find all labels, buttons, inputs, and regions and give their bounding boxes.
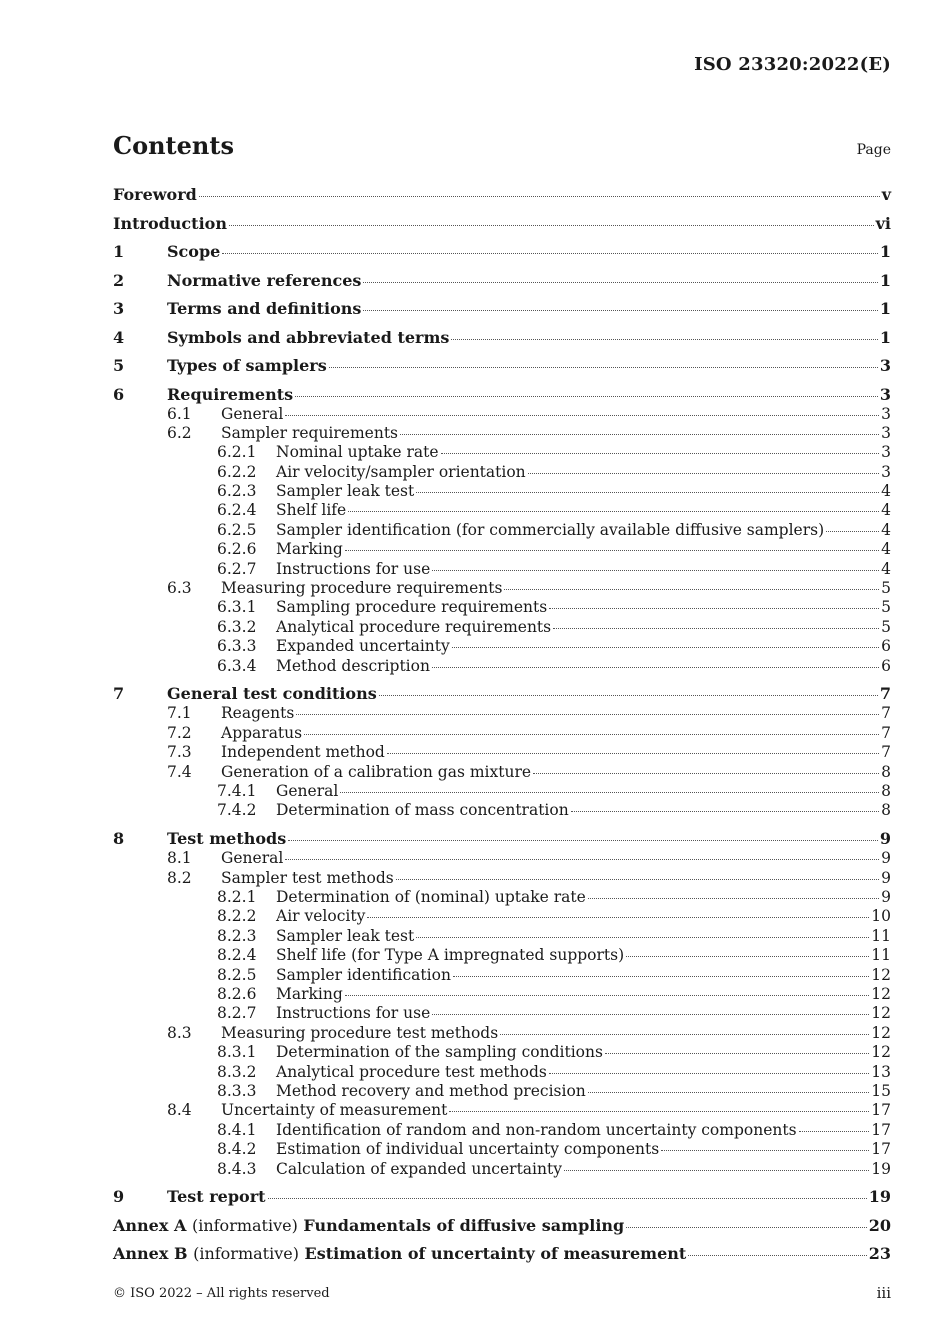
toc-entry-title: Identification of random and non-random uncertainty components xyxy=(276,1120,797,1139)
dot-leader xyxy=(329,367,878,368)
toc-entry-page: 1 xyxy=(879,299,891,318)
toc-entry-page: 4 xyxy=(881,501,891,520)
toc-entry[interactable] xyxy=(113,763,891,782)
dot-leader xyxy=(451,339,877,340)
toc-entry-number: 6.2.5 xyxy=(217,520,257,539)
toc-entry-title: Introduction xyxy=(113,213,227,233)
dot-leader xyxy=(571,811,879,812)
toc-entry-title xyxy=(113,1215,624,1236)
dot-leader xyxy=(549,608,879,609)
toc-entry-number: 6.3.4 xyxy=(217,656,257,675)
toc-entry-number: 1 xyxy=(113,242,125,261)
toc-entry-page: 13 xyxy=(871,1062,891,1081)
toc-entry-page: 11 xyxy=(871,926,891,945)
toc-entry-page: 8 xyxy=(881,782,891,801)
dot-leader xyxy=(588,1092,870,1093)
toc-entry-page: 12 xyxy=(871,965,891,984)
toc-entry[interactable] xyxy=(113,724,891,743)
toc-entry-title: Requirements xyxy=(167,384,294,404)
toc-entry[interactable] xyxy=(113,1063,891,1082)
toc-entry[interactable] xyxy=(113,1140,891,1159)
toc-entry-page: vi xyxy=(875,213,891,233)
toc-entry[interactable] xyxy=(113,384,891,405)
toc-entry-title: Determination of the sampling conditions xyxy=(276,1043,603,1062)
toc-entry[interactable] xyxy=(113,298,891,319)
toc-entry-title: Shelf life xyxy=(276,501,347,520)
toc-entry-title: Expanded uncertainty xyxy=(276,637,450,656)
toc-entry-title: General xyxy=(276,782,339,801)
toc-entry-title xyxy=(113,1243,686,1264)
toc-entry-number: 6.2.6 xyxy=(217,540,257,559)
dot-leader xyxy=(449,1111,869,1112)
dot-leader xyxy=(304,734,879,735)
toc-entry-number: 7.3 xyxy=(167,743,192,762)
dot-leader xyxy=(348,511,879,512)
toc-entry-page: 17 xyxy=(871,1140,891,1159)
toc-entry-title: Analytical procedure test methods xyxy=(276,1062,547,1081)
toc-entry[interactable] xyxy=(113,213,891,234)
toc-entry-page: 20 xyxy=(868,1215,891,1235)
toc-entry-title: Method description xyxy=(276,656,430,675)
toc-entry[interactable] xyxy=(113,355,891,376)
toc-entry-number: 8.2.3 xyxy=(217,926,257,945)
toc-entry[interactable] xyxy=(113,1101,891,1120)
toc-entry-number: 6.3 xyxy=(167,579,192,598)
dot-leader xyxy=(345,995,869,996)
table-of-contents xyxy=(113,184,891,1264)
toc-entry-title: Apparatus xyxy=(221,723,303,742)
toc-entry-page: 1 xyxy=(879,327,891,347)
dot-leader xyxy=(441,453,880,454)
document-id: ISO 23320:2022(E) xyxy=(694,54,891,75)
dot-leader xyxy=(396,879,879,880)
dot-leader xyxy=(222,253,878,254)
dot-leader xyxy=(387,753,879,754)
toc-entry-title: Uncertainty of measurement xyxy=(221,1101,448,1120)
toc-entry[interactable] xyxy=(113,1243,891,1264)
toc-entry-number: 4 xyxy=(113,327,125,347)
toc-entry-page: 7 xyxy=(881,704,891,723)
dot-leader xyxy=(588,898,879,899)
toc-entry[interactable] xyxy=(113,1215,891,1236)
toc-entry[interactable] xyxy=(113,560,891,579)
page-column-label: Page xyxy=(856,142,891,158)
toc-entry-title: Independent method xyxy=(221,743,385,762)
dot-leader xyxy=(340,792,879,793)
toc-entry-number: 8.3 xyxy=(167,1023,192,1042)
dot-leader xyxy=(432,667,879,668)
toc-entry-number: 6.3.2 xyxy=(217,617,257,636)
annex-title: Estimation of uncertainty of measurement xyxy=(304,1244,687,1264)
contents-title: Contents xyxy=(113,131,234,160)
toc-entry-number: 8.2 xyxy=(167,868,192,887)
toc-entry-title: Sampler requirements xyxy=(221,423,399,442)
toc-entry-page: 1 xyxy=(879,270,891,290)
dot-leader xyxy=(416,937,869,938)
dot-leader xyxy=(400,434,879,435)
toc-entry-number: 3 xyxy=(113,299,125,318)
toc-entry[interactable] xyxy=(113,801,891,820)
toc-entry[interactable] xyxy=(113,1082,891,1101)
toc-entry-title: Symbols and abbreviated terms xyxy=(167,327,450,347)
toc-entry[interactable] xyxy=(113,1004,891,1023)
toc-entry[interactable] xyxy=(113,1160,891,1179)
toc-entry[interactable] xyxy=(113,482,891,501)
toc-entry-page: 8 xyxy=(881,762,891,781)
toc-entry-number: 6.1 xyxy=(167,404,192,423)
toc-entry[interactable] xyxy=(113,683,891,704)
toc-entry-number: 6.2.7 xyxy=(217,559,257,578)
toc-entry[interactable] xyxy=(113,927,891,946)
toc-entry-number: 8.4 xyxy=(167,1101,192,1120)
dot-leader xyxy=(379,695,878,696)
toc-entry-title: Air velocity xyxy=(276,907,366,926)
toc-entry-page: 3 xyxy=(881,423,891,442)
dot-leader xyxy=(626,1227,867,1228)
dot-leader xyxy=(688,1255,866,1256)
toc-entry[interactable] xyxy=(113,637,891,656)
toc-entry-page: 3 xyxy=(881,404,891,423)
toc-entry-page: 4 xyxy=(881,540,891,559)
toc-entry-number: 8.2.7 xyxy=(217,1004,257,1023)
toc-entry[interactable] xyxy=(113,828,891,849)
toc-entry-number: 7.4 xyxy=(167,762,192,781)
dot-leader xyxy=(826,531,879,532)
toc-entry-title: Foreword xyxy=(113,185,197,204)
toc-entry[interactable] xyxy=(113,985,891,1004)
toc-entry-number: 7.2 xyxy=(167,723,192,742)
annex-label: Annex A xyxy=(113,1215,187,1235)
toc-entry-title: Method recovery and method precision xyxy=(276,1082,586,1100)
toc-entry-page: 9 xyxy=(881,888,891,907)
dot-leader xyxy=(453,976,869,977)
dot-leader xyxy=(432,570,879,571)
toc-entry-page: 4 xyxy=(881,520,891,539)
toc-entry-page: 19 xyxy=(871,1159,891,1178)
toc-entry-number: 7.4.2 xyxy=(217,801,257,820)
toc-entry-number: 6.2.3 xyxy=(217,482,257,501)
toc-entry-title: Measuring procedure requirements xyxy=(221,579,503,598)
dot-leader xyxy=(199,196,880,197)
toc-entry[interactable] xyxy=(113,704,891,723)
toc-entry-number: 8.4.2 xyxy=(217,1140,257,1159)
toc-entry-title: Nominal uptake rate xyxy=(276,443,439,462)
dot-leader xyxy=(564,1170,869,1171)
toc-entry[interactable] xyxy=(113,1121,891,1140)
dot-leader xyxy=(268,1198,867,1199)
toc-entry[interactable] xyxy=(113,869,891,888)
toc-entry-title: Sampler leak test xyxy=(276,926,415,945)
annex-title: Fundamentals of diffusive sampling xyxy=(303,1215,625,1235)
toc-entry-title: Sampler identification xyxy=(276,965,451,984)
toc-entry-title: Generation of a calibration gas mixture xyxy=(221,762,532,781)
toc-entry-number: 8.4.1 xyxy=(217,1120,257,1139)
toc-entry-page: 9 xyxy=(881,849,891,868)
dot-leader xyxy=(363,282,877,283)
toc-entry-page: 9 xyxy=(881,868,891,887)
toc-entry-number: 6.2.2 xyxy=(217,462,257,481)
dot-leader xyxy=(799,1131,870,1132)
toc-entry-title: Marking xyxy=(276,540,343,559)
toc-entry-number: 6.2.4 xyxy=(217,501,257,520)
toc-entry[interactable] xyxy=(113,657,891,676)
dot-leader xyxy=(500,1034,869,1035)
toc-entry-number: 8.4.3 xyxy=(217,1159,257,1178)
toc-entry-number: 8.2.4 xyxy=(217,946,257,965)
toc-entry-number: 8 xyxy=(113,829,125,849)
toc-entry-title: Types of samplers xyxy=(167,356,327,375)
dot-leader xyxy=(295,396,878,397)
toc-entry[interactable] xyxy=(113,946,891,965)
toc-entry[interactable] xyxy=(113,540,891,559)
toc-entry-page: 5 xyxy=(881,598,891,617)
toc-entry-number: 7.1 xyxy=(167,704,192,723)
toc-entry[interactable] xyxy=(113,1043,891,1062)
toc-entry[interactable] xyxy=(113,888,891,907)
toc-entry-number: 6 xyxy=(113,384,125,404)
dot-leader xyxy=(229,225,874,226)
toc-entry-number: 8.3.3 xyxy=(217,1082,257,1100)
toc-entry-page: 8 xyxy=(881,801,891,820)
toc-entry-title: Analytical procedure requirements xyxy=(276,617,552,636)
toc-entry[interactable] xyxy=(113,405,891,424)
toc-entry[interactable] xyxy=(113,849,891,868)
toc-entry-page: 12 xyxy=(871,985,891,1004)
toc-entry-number: 5 xyxy=(113,356,125,375)
toc-entry-page: 1 xyxy=(879,242,891,261)
toc-entry-title: Determination of mass concentration xyxy=(276,801,569,820)
toc-entry-title: Air velocity/sampler orientation xyxy=(276,462,526,481)
toc-entry[interactable] xyxy=(113,743,891,762)
toc-entry-page: 3 xyxy=(881,462,891,481)
toc-entry-page: 6 xyxy=(881,656,891,675)
toc-entry[interactable] xyxy=(113,424,891,443)
toc-entry-title: Terms and definitions xyxy=(167,299,362,318)
toc-entry-page: 4 xyxy=(881,482,891,501)
dot-leader xyxy=(296,714,879,715)
annex-label: Annex B xyxy=(113,1244,188,1264)
toc-entry-page: 15 xyxy=(871,1082,891,1100)
toc-entry-page: 7 xyxy=(881,743,891,762)
toc-entry-page: 7 xyxy=(881,723,891,742)
toc-entry-page: 3 xyxy=(879,384,891,404)
toc-entry[interactable] xyxy=(113,521,891,540)
dot-leader xyxy=(533,773,879,774)
toc-entry[interactable] xyxy=(113,907,891,926)
toc-entry-number: 8.2.1 xyxy=(217,888,257,907)
toc-entry-number: 8.2.2 xyxy=(217,907,257,926)
toc-entry-number: 7.4.1 xyxy=(217,782,257,801)
dot-leader xyxy=(367,917,869,918)
toc-entry-number: 6.2.1 xyxy=(217,443,257,462)
toc-entry-number: 8.3.1 xyxy=(217,1043,257,1062)
toc-entry-title: Scope xyxy=(167,242,221,261)
toc-entry-title: General test conditions xyxy=(167,684,377,704)
toc-entry-page: 3 xyxy=(881,443,891,462)
dot-leader xyxy=(626,956,869,957)
annex-qualifier: (informative) xyxy=(193,1244,299,1264)
toc-entry-page: 4 xyxy=(881,559,891,578)
toc-entry-title: Marking xyxy=(276,985,343,1004)
dot-leader xyxy=(285,859,879,860)
toc-entry-title: Test methods xyxy=(167,829,287,849)
toc-entry-page: 3 xyxy=(879,356,891,375)
toc-entry-title: Sampler test methods xyxy=(221,868,394,887)
toc-entry[interactable] xyxy=(113,1186,891,1207)
toc-entry[interactable] xyxy=(113,270,891,291)
toc-entry-title: Instructions for use xyxy=(276,1004,431,1023)
dot-leader xyxy=(285,415,879,416)
toc-entry-title: Measuring procedure test methods xyxy=(221,1023,499,1042)
toc-entry-title: Normative references xyxy=(167,270,362,290)
toc-entry-title: Sampling procedure requirements xyxy=(276,598,548,617)
toc-entry[interactable] xyxy=(113,327,891,348)
toc-entry-number: 8.1 xyxy=(167,849,192,868)
toc-entry-number: 8.2.5 xyxy=(217,965,257,984)
toc-entry-number: 8.2.6 xyxy=(217,985,257,1004)
toc-entry[interactable] xyxy=(113,443,891,462)
toc-entry-page: 12 xyxy=(871,1023,891,1042)
toc-entry-number: 7 xyxy=(113,684,125,704)
toc-entry-page: 12 xyxy=(871,1043,891,1062)
dot-leader xyxy=(553,628,879,629)
dot-leader xyxy=(661,1150,869,1151)
annex-qualifier: (informative) xyxy=(191,1215,298,1235)
toc-entry-title: Shelf life (for Type A impregnated supports) xyxy=(276,946,625,965)
toc-entry-number: 8.3.2 xyxy=(217,1062,257,1081)
toc-entry[interactable] xyxy=(113,618,891,637)
toc-entry-page: 12 xyxy=(871,1004,891,1023)
toc-entry-title: General xyxy=(221,404,284,423)
dot-leader xyxy=(345,550,879,551)
toc-entry[interactable] xyxy=(113,579,891,598)
toc-entry-title: Test report xyxy=(167,1187,266,1207)
toc-entry-title: Reagents xyxy=(221,704,295,723)
dot-leader xyxy=(549,1073,869,1074)
dot-leader xyxy=(605,1053,869,1054)
toc-entry-page: 11 xyxy=(871,946,891,965)
toc-entry-title: Determination of (nominal) uptake rate xyxy=(276,888,586,907)
toc-entry-number: 2 xyxy=(113,270,125,290)
toc-entry[interactable] xyxy=(113,501,891,520)
dot-leader xyxy=(432,1014,869,1015)
toc-entry-number: 6.3.1 xyxy=(217,598,257,617)
toc-entry-title: Estimation of individual uncertainty components xyxy=(276,1140,660,1159)
toc-entry[interactable] xyxy=(113,184,891,205)
toc-entry[interactable] xyxy=(113,241,891,262)
dot-leader xyxy=(452,647,879,648)
toc-entry-title: Sampler leak test xyxy=(276,482,415,501)
toc-entry-page: 5 xyxy=(881,617,891,636)
toc-entry-page: 19 xyxy=(868,1187,891,1207)
toc-entry[interactable] xyxy=(113,782,891,801)
toc-entry-page: v xyxy=(881,185,891,204)
toc-entry-number: 9 xyxy=(113,1187,125,1207)
toc-entry-page: 5 xyxy=(881,579,891,598)
toc-entry-page: 6 xyxy=(881,637,891,656)
dot-leader xyxy=(288,840,878,841)
toc-entry-title: Sampler identification (for commercially available diffusive samplers) xyxy=(276,520,825,539)
toc-entry-page: 17 xyxy=(871,1101,891,1120)
dot-leader xyxy=(363,310,877,311)
toc-entry-title: General xyxy=(221,849,284,868)
toc-entry[interactable] xyxy=(113,598,891,617)
toc-entry-title: Instructions for use xyxy=(276,559,431,578)
toc-entry-page: 9 xyxy=(879,829,891,849)
page-number: iii xyxy=(876,1284,891,1302)
toc-entry-page: 23 xyxy=(868,1244,891,1264)
toc-entry[interactable] xyxy=(113,966,891,985)
toc-entry[interactable] xyxy=(113,463,891,482)
toc-entry-title: Calculation of expanded uncertainty xyxy=(276,1159,562,1178)
dot-leader xyxy=(528,473,879,474)
toc-entry[interactable] xyxy=(113,1024,891,1043)
toc-entry-page: 17 xyxy=(871,1120,891,1139)
toc-entry-page: 7 xyxy=(879,684,891,704)
toc-entry-number: 6.3.3 xyxy=(217,637,257,656)
dot-leader xyxy=(504,589,879,590)
copyright-notice: © ISO 2022 – All rights reserved xyxy=(113,1286,330,1301)
toc-entry-number: 6.2 xyxy=(167,423,192,442)
toc-entry-page: 10 xyxy=(871,907,891,926)
dot-leader xyxy=(416,492,879,493)
